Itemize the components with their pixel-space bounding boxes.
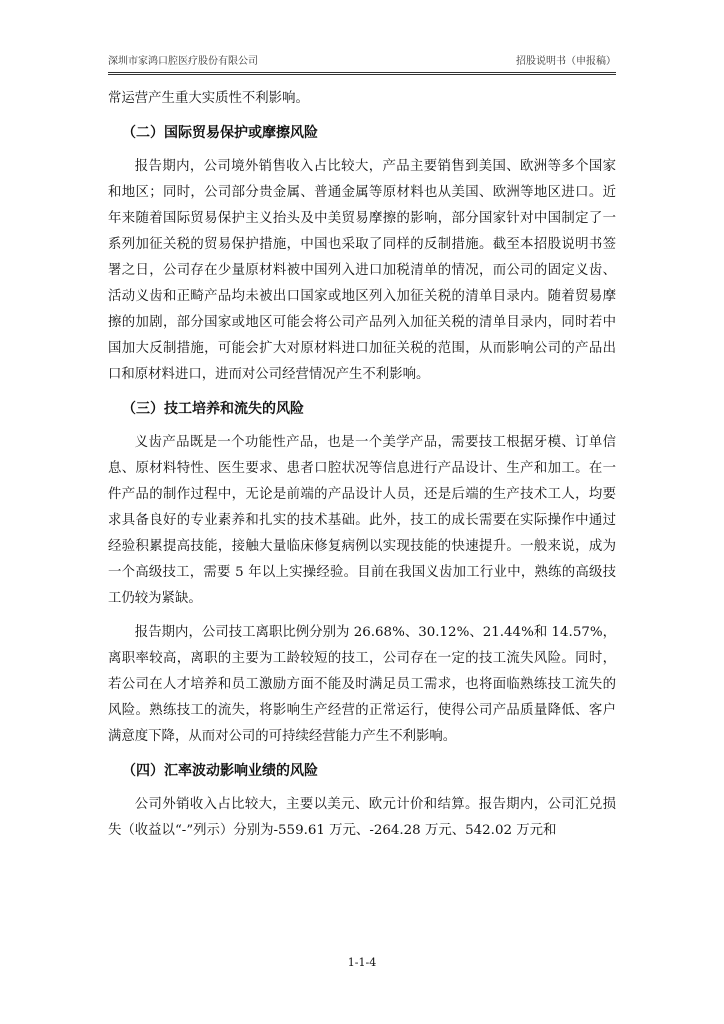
section-heading-trade-risk: （二）国际贸易保护或摩擦风险	[122, 125, 318, 141]
page-header	[108, 56, 616, 73]
paragraph-fx-risk: 公司外销收入占比较大，主要以美元、欧元计价和结算。报告期内，公司汇兑损失（收益以“-”列示）分别为-559.61 万元、-264.28 万元、542.02 万元和	[108, 797, 616, 838]
document-body	[108, 86, 616, 844]
page-number: 1-1-4	[347, 956, 377, 969]
paragraph-technician-risk-1: 义齿产品既是一个功能性产品，也是一个美学产品，需要技工根据牙模、订单信息、原材料特性、医生要求、患者口腔状况等信息进行产品设计、生产和加工。在一件产品的制作过程中，无论是前端的产品设计人员，还是后端的生产技术工人，均要求具备良好的专业素养和扎实的技术基础。此外，技工的成长需要在实际操作中通过经验积累提高技能，接触大量临床修复病例以实现技能的快速提升。一般来说，成为一个高级技工，需要 5 年以上实操经验。目前在我国义齿加工行业中，熟练的高级技工仍较为紧缺。	[108, 435, 616, 606]
paragraph-technician-risk-2: 报告期内，公司技工离职比例分别为 26.68%、30.12%、21.44%和 14.57%，离职率较高，离职的主要为工龄较短的技工，公司存在一定的技工流失风险。同时，若公司在人才培养和员工激励方面不能及时满足员工需求，也将面临熟练技工流失的风险。熟练技工的流失，将影响生产经营的正常运行，使得公司产品质量降低、客户满意度下降，从而对公司的可持续经营能力产生不利影响。	[108, 625, 616, 744]
header-company-name: 深圳市家鸿口腔医疗股份有限公司	[108, 56, 258, 67]
section-heading-fx-risk: （四）汇率波动影响业绩的风险	[122, 763, 318, 779]
header-document-title: 招股说明书（申报稿）	[516, 56, 616, 67]
header-divider	[108, 74, 616, 75]
paragraph-trade-risk: 报告期内，公司境外销售收入占比较大，产品主要销售到美国、欧洲等多个国家和地区；同时，公司部分贵金属、普通金属等原材料也从美国、欧洲等地区进口。近年来随着国际贸易保护主义抬头及中美贸易摩擦的影响，部分国家针对中国制定了一系列加征关税的贸易保护措施，中国也采取了同样的反制措施。截至本招股说明书签署之日，公司存在少量原材料被中国列入进口加税清单的情况，而公司的固定义齿、活动义齿和正畸产品均未被出口国家或地区列入加征关税的清单目录内。随着贸易摩擦的加剧，部分国家或地区可能会将公司产品列入加征关税的清单目录内，同时若中国加大反制措施，可能会扩大对原材料进口加征关税的范围，从而影响公司的产品出口和原材料进口，进而对公司经营情况产生不利影响。	[108, 159, 616, 382]
section-heading-technician-risk: （三）技工培养和流失的风险	[122, 401, 304, 417]
paragraph-continuation: 常运营产生重大实质性不利影响。	[108, 91, 309, 106]
